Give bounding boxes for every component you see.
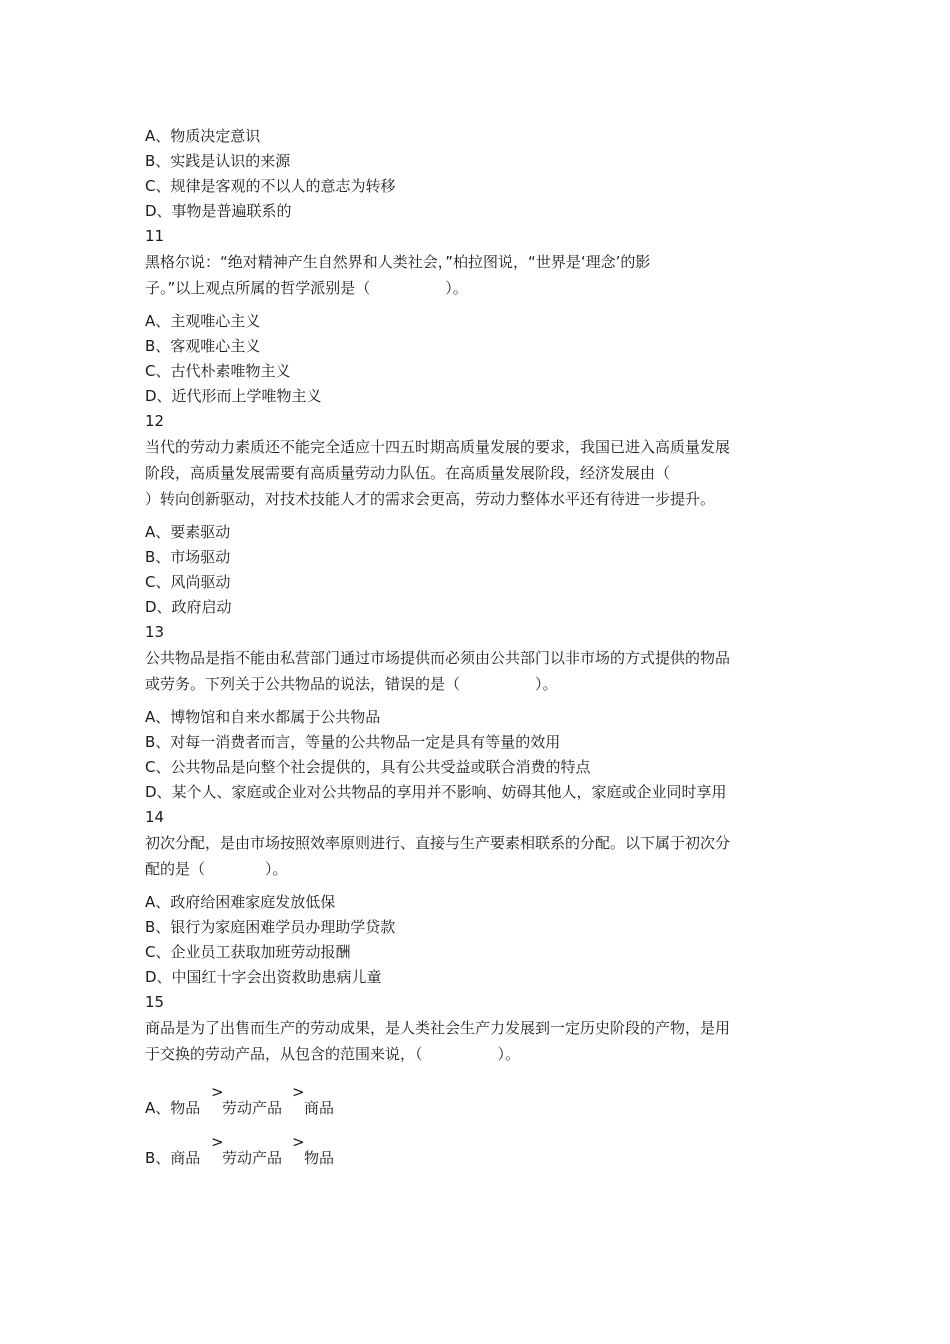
stem-line: 于交换的劳动产品，从包含的范围来说，（ ）。	[145, 1045, 521, 1063]
option-term: 劳动产品	[222, 1149, 283, 1167]
stem-line: 商品是为了出售而生产的劳动成果，是人类社会生产力发展到一定历史阶段的产物，是用	[145, 1019, 731, 1037]
stem-line: 初次分配，是由市场按照效率原则进行、直接与生产要素相联系的分配。以下属于初次分	[145, 834, 731, 852]
question-number: 12	[145, 412, 165, 430]
option-d: D、某个人、家庭或企业对公共物品的享用并不影响、妨碍其他人，家庭或企业同时享用	[145, 783, 727, 801]
stem-line: 子。”以上观点所属的哲学派别是（ ）。	[145, 279, 468, 297]
question-number: 11	[145, 227, 165, 245]
question-stem	[145, 830, 805, 882]
option-d: D、事物是普遍联系的	[145, 202, 292, 220]
question-stem	[145, 645, 805, 697]
greater-than-symbol: >	[211, 1133, 224, 1151]
option-d: D、近代形而上学唯物主义	[145, 387, 322, 405]
document-content	[145, 124, 805, 1175]
question-12	[145, 409, 805, 620]
option-b: B、银行为家庭困难学员办理助学贷款	[145, 918, 396, 936]
question-15	[145, 990, 805, 1175]
stem-line: 阶段，高质量发展需要有高质量劳动力队伍。在高质量发展阶段，经济发展由（	[145, 464, 671, 482]
option-a: A、要素驱动	[145, 523, 231, 541]
stem-line: 当代的劳动力素质还不能完全适应十四五时期高质量发展的要求，我国已进入高质量发展	[145, 438, 731, 456]
option-a: A、物质决定意识	[145, 127, 261, 145]
option-c: C、企业员工获取加班劳动报酬	[145, 943, 351, 961]
greater-than-symbol: >	[292, 1133, 305, 1151]
question-13	[145, 620, 805, 805]
question-number: 13	[145, 623, 165, 641]
option-c: C、古代朴素唯物主义	[145, 362, 291, 380]
option-a: A、政府给困难家庭发放低保	[145, 893, 336, 911]
greater-than-symbol: >	[211, 1083, 224, 1101]
option-b: B、市场驱动	[145, 548, 231, 566]
option-a	[145, 1075, 805, 1125]
question-number: 15	[145, 993, 165, 1011]
question-stem	[145, 1015, 805, 1067]
option-c: C、风尚驱动	[145, 573, 231, 591]
question-stem	[145, 434, 805, 512]
option-b: B、客观唯心主义	[145, 337, 261, 355]
option-label: B、商品	[145, 1149, 201, 1167]
option-d: D、中国红十字会出资救助患病儿童	[145, 968, 382, 986]
option-label: A、物品	[145, 1099, 201, 1117]
stem-line: ）转向创新驱动，对技术技能人才的需求会更高，劳动力整体水平还有待进一步提升。	[145, 490, 716, 508]
question-11	[145, 224, 805, 409]
option-b: B、对每一消费者而言，等量的公共物品一定是具有等量的效用	[145, 733, 561, 751]
option-c: C、规律是客观的不以人的意志为转移	[145, 177, 396, 195]
question-number: 14	[145, 808, 165, 826]
option-term: 商品	[304, 1099, 335, 1117]
option-b	[145, 1125, 805, 1175]
option-c: C、公共物品是向整个社会提供的，具有公共受益或联合消费的特点	[145, 758, 591, 776]
option-term: 物品	[304, 1149, 335, 1167]
option-b: B、实践是认识的来源	[145, 152, 291, 170]
stem-line: 黑格尔说：“绝对精神产生自然界和人类社会，”柏拉图说，“世界是‘理念’的影	[145, 253, 651, 271]
stem-line: 或劳务。下列关于公共物品的说法，错误的是（ ）。	[145, 675, 558, 693]
question-stem	[145, 249, 805, 301]
question-14	[145, 805, 805, 990]
option-a: A、博物馆和自来水都属于公共物品	[145, 708, 381, 726]
stem-line: 公共物品是指不能由私营部门通过市场提供而必须由公共部门以非市场的方式提供的物品	[145, 649, 731, 667]
stem-line: 配的是（ ）。	[145, 860, 288, 878]
greater-than-symbol: >	[292, 1083, 305, 1101]
option-d: D、政府启动	[145, 598, 232, 616]
option-a: A、主观唯心主义	[145, 312, 261, 330]
question-10	[145, 124, 805, 224]
option-term: 劳动产品	[222, 1099, 283, 1117]
